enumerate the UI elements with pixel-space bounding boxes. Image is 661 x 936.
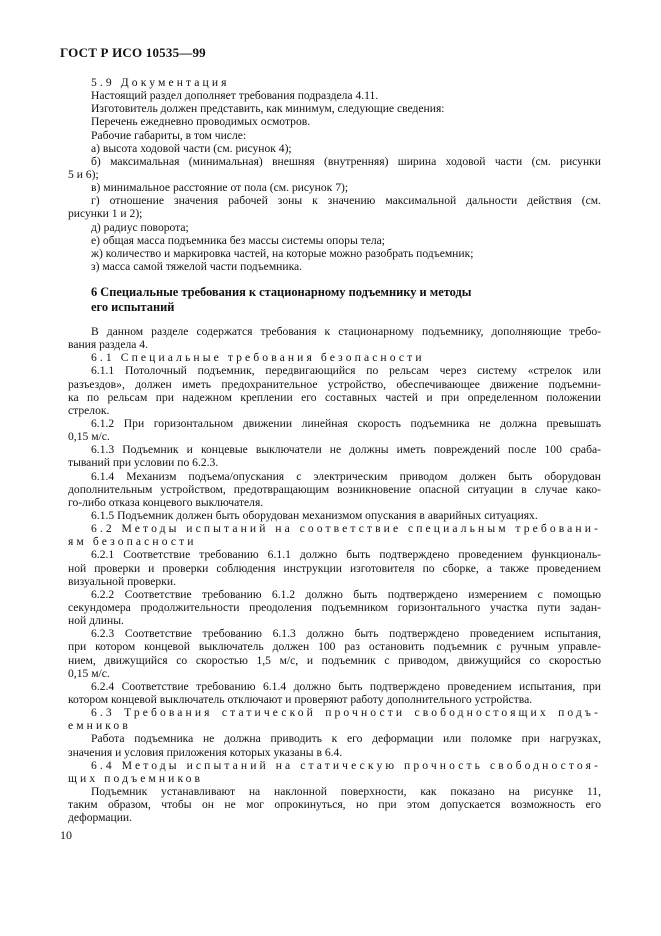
text-line: 6.1 Специальные требования безопасности [91,351,425,365]
text-line: Настоящий раздел дополняет требования подраздела 4.11. [91,89,379,103]
text-line: 6.1.3 Подъемник и концевые выключатели не должны иметь повреждений после 100 сраба- [91,443,601,457]
text-line: вания раздела 4. [68,338,148,352]
text-line: Рабочие габариты, в том числе: [91,128,247,142]
text-line: разъездов», должен иметь предохранительное устройство, обеспечивающее движение подъемни- [68,377,601,391]
text-line: 6.2.1 Соответствие требованию 6.1.1 должно быть подтверждено проведением функциональ- [91,548,601,562]
text-line: 6.2 Методы испытаний на соответствие специальным требовани- [91,522,601,536]
text-line: стрелок. [68,403,110,417]
text-line: 6.2.2 Соответствие требованию 6.1.2 должно быть подтверждено измерением с помощью [91,587,601,601]
text-line: секундомера продолжительности преодоления подъемником горизонтального участка пути задан- [68,600,601,614]
text-line: в) минимальное расстояние от пола (см. рисунок 7); [91,181,349,195]
text-line: визуальной проверки. [68,574,176,588]
text-line: таким образом, чтобы он не мог опрокинуться, но при этом допускается возможность его [68,798,601,812]
text-line: 6.1.5 Подъемник должен быть оборудован механизмом опускания в аварийных ситуациях. [91,508,538,522]
text-line: 6.1.4 Механизм подъема/опускания с электрическим приводом должен быть оборудован [91,469,601,483]
text-line: 6.2.4 Соответствие требованию 6.1.4 должно быть подтверждено проведением испытания, при [91,679,601,693]
text-line: щих подъемников [68,771,204,785]
text-line: Перечень ежедневно проводимых осмотров. [91,115,311,129]
text-line: ж) количество и маркировка частей, на которые можно разобрать подъемник; [91,246,474,260]
text-line: ной длины. [68,614,124,628]
section-5-9 [68,76,601,273]
text-line: 0,15 м/с. [68,430,110,444]
text-line: значения и условия приложения которых указаны в 6.4. [68,745,343,759]
text-line: 6.3 Требования статической прочности свободностоящих подъ- [91,706,601,720]
text-line: 5 и 6); [68,167,99,181]
text-line: дополнительным устройством, предотвращающим возникновение опасной ситуации в случае како- [68,482,601,496]
text-line: деформации. [68,811,133,825]
text-line: ям безопасности [68,535,197,549]
text-line: го-либо отказа концевого выключателя. [68,495,264,509]
text-line: 6.4 Методы испытаний на статическую прочность свободностоя- [91,758,601,772]
section-6-body [68,325,601,825]
text-line: при котором концевой выключатель должен 100 раз остановить подъемник с ручным управле- [68,640,601,654]
text-line: ной проверки и проверки соблюдения инструкции изготовителя по сборке, а также проведением [68,561,601,575]
page-number: 10 [60,828,72,842]
text-line: 5.9 Документация [91,76,230,89]
text-line: б) максимальная (минимальная) внешняя (внутренняя) ширина ходовой части (см. рисунки [91,154,601,168]
document-header: ГОСТ Р ИСО 10535—99 [60,45,206,60]
text-line: 0,15 м/с. [68,666,110,680]
text-line: д) радиус поворота; [91,220,189,234]
text-line: котором концевой выключатель отключают и проверяют работу дополнительного устройства. [68,692,533,706]
text-line: 6.1.1 Потолочный подъемник, передвигающийся по рельсам через систему «стрелок или [91,364,601,378]
section-6-heading [91,285,601,316]
heading-line: 6 Специальные требования к стационарному подъемнику и методы [91,285,472,299]
text-line: тываний при условии по 6.2.3. [68,456,219,470]
text-line: е) общая масса подъемника без массы системы опоры тела; [91,233,386,247]
text-line: В данном разделе содержатся требования к стационарному подъемнику, дополняющие требо- [91,325,601,338]
text-line: нием, движущийся со скоростью 1,5 м/с, и подъемник с приводом, движущийся со скоростью [68,653,601,667]
text-line: з) масса самой тяжелой части подъемника. [91,259,303,273]
text-line: 6.1.2 При горизонтальном движении линейная скорость подъемника не должна превышать [91,416,601,430]
text-line: ка по рельсам при надежном креплении его составных частей и при определенном положении [68,390,601,404]
text-line: а) высота ходовой части (см. рисунок 4); [91,141,292,155]
text-line: Работа подъемника не должна приводить к его деформации или поломке при нагрузках, [91,732,601,746]
text-line: Подъемник устанавливают на наклонной поверхности, как показано на рисунке 11, [91,784,601,798]
text-line: 6.2.3 Соответствие требованию 6.1.3 должно быть подтверждено проведением испытания, [91,627,601,641]
heading-line: его испытаний [91,300,175,315]
text-line: г) отношение значения рабочей зоны к значению максимальной дальности действия (см. [91,194,601,208]
text-line: Изготовитель должен представить, как минимум, следующие сведения: [91,102,445,116]
text-line: емников [68,719,131,733]
text-line: рисунки 1 и 2); [68,207,143,221]
